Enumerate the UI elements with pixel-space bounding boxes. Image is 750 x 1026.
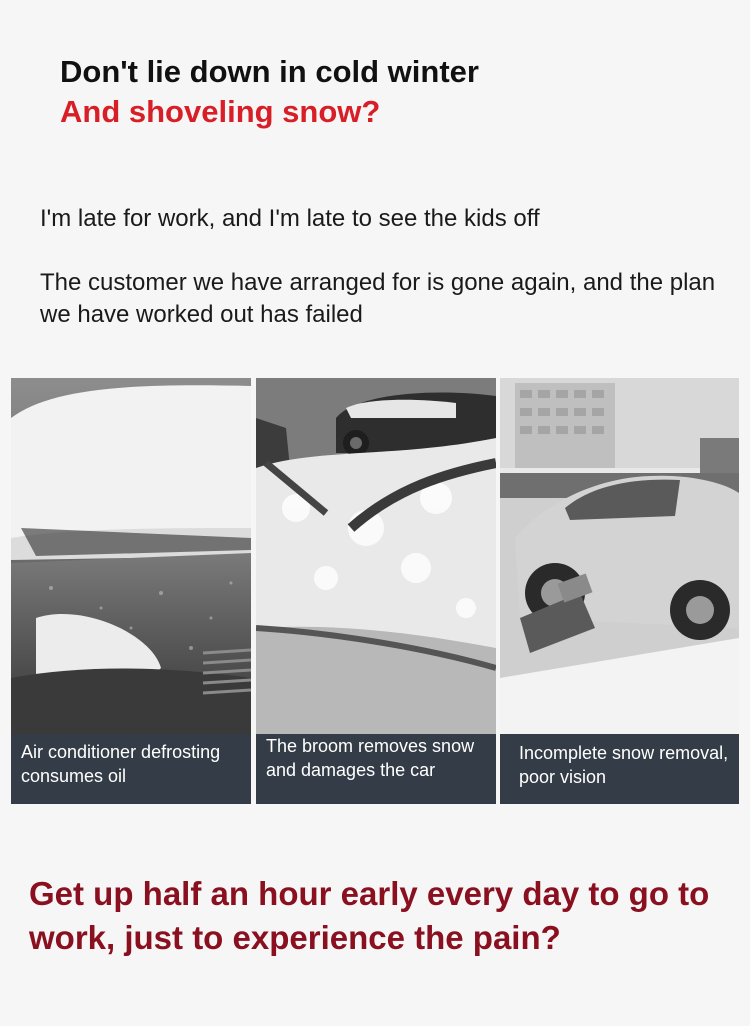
photo-card-defrosting xyxy=(11,378,251,804)
photo-card-vision xyxy=(500,378,739,804)
headline-line-1: Don't lie down in cold winter xyxy=(60,54,479,89)
headline xyxy=(60,52,479,132)
intro-paragraph-2: The customer we have arranged for is gone again, and the plan we have worked out has failed xyxy=(40,269,716,328)
closing-question: Get up half an hour early every day to go to work, just to experience the pain? xyxy=(29,875,710,956)
caption-broom: The broom removes snow and damages the car xyxy=(256,734,496,804)
intro-text xyxy=(40,203,720,363)
caption-defrosting: Air conditioner defrosting consumes oil xyxy=(11,734,251,804)
headline-line-2: And shoveling snow? xyxy=(60,94,381,129)
caption-vision: Incomplete snow removal, poor vision xyxy=(500,734,739,804)
photo-card-broom xyxy=(256,378,496,804)
photo-strip xyxy=(11,378,739,804)
intro-paragraph-1: I'm late for work, and I'm late to see the kids off xyxy=(40,205,540,232)
